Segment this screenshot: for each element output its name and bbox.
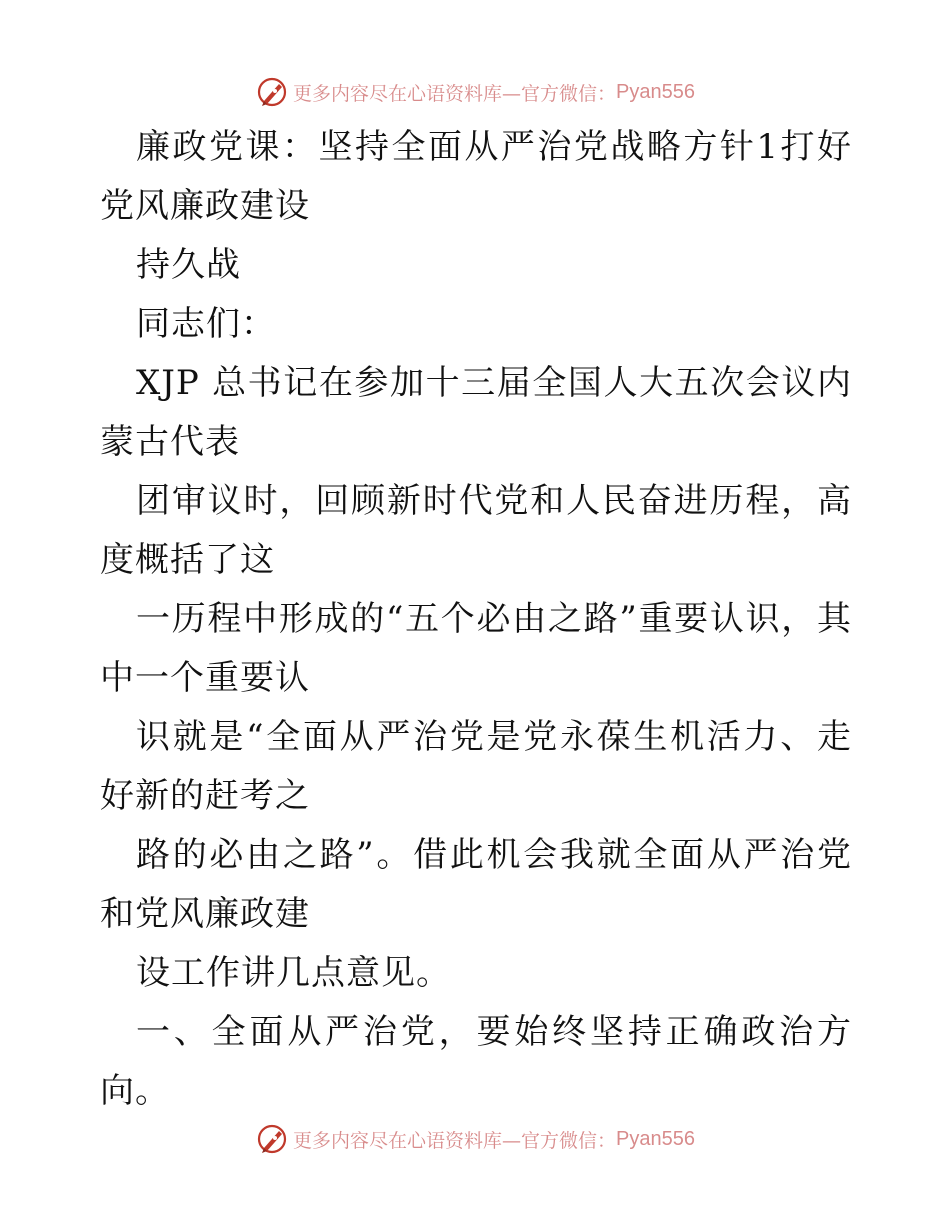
watermark-wechat-id: Pyan556: [616, 80, 695, 103]
pen-logo-icon: [255, 75, 289, 109]
watermark-text: 更多内容尽在心语资料库—官方微信：: [293, 82, 617, 105]
watermark-text: 更多内容尽在心语资料库—官方微信：: [293, 1129, 617, 1152]
watermark-header: [0, 72, 950, 112]
paragraph-line: 路的必由之路”。借此机会我就全面从严治党和党风廉政建: [100, 835, 852, 934]
paragraph-line: 团审议时，回顾新时代党和人民奋进历程，高度概括了这: [100, 481, 852, 580]
section-heading: 一、全面从严治党，要始终坚持正确政治方向。: [100, 1012, 852, 1111]
watermark-wechat-id: Pyan556: [616, 1127, 695, 1150]
document-title-line: 廉政党课：坚持全面从严治党战略方针1打好党风廉政建设: [100, 127, 852, 226]
paragraph-line: 识就是“全面从严治党是党永葆生机活力、走好新的赶考之: [100, 717, 852, 816]
pen-logo-icon: [255, 1122, 289, 1156]
paragraph-line: 设工作讲几点意见。: [136, 953, 451, 993]
paragraph-line: 一历程中形成的“五个必由之路”重要认识，其中一个重要认: [100, 599, 852, 698]
watermark-footer: [0, 1119, 950, 1159]
document-title-continuation: 持久战: [136, 245, 241, 285]
document-body: [100, 118, 852, 1121]
paragraph-line: XJP 总书记在参加十三届全国人大五次会议内蒙古代表: [100, 363, 852, 462]
salutation: 同志们：: [136, 304, 276, 344]
